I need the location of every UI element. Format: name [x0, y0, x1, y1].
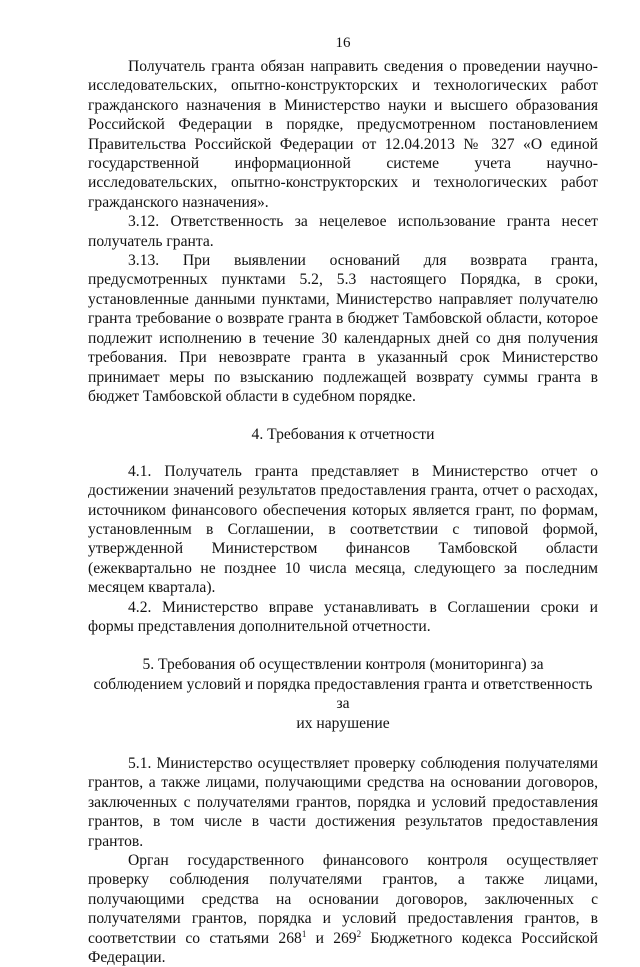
financial-control-mid: и 269: [306, 929, 357, 947]
paragraph-3-12: 3.12. Ответственность за нецелевое использование гранта несет получатель гранта.: [88, 213, 598, 250]
section-5-heading-line-2: соблюдением условий и порядка предоставления гранта и ответственность за: [93, 675, 593, 713]
financial-control-text: Орган государственного финансового контроля осуществляет проверку соблюдения получателями грантов, а также лицами, получающими средства на основании договоров, заключенных с получателями грантов, порядка и условий предоставления грантов, в соответствии со статьями 268: [88, 852, 598, 947]
document-body: [88, 57, 598, 967]
financial-control-end: Бюджетного кодекса Российской Федерации.: [88, 929, 598, 967]
superscript-1: 1: [301, 928, 307, 939]
section-5-heading-line-1: 5. Требования об осуществлении контроля (мониторинга) за: [142, 656, 544, 674]
section-5-heading: [88, 655, 598, 733]
paragraph-3-13: 3.13. При выявлении оснований для возврата гранта, предусмотренных пунктами 5.2, 5.3 настоящего Порядка, в сроки, установленные данными пунктами, Министерство направляет получателю гранта требование о возврате гранта в бюджет Тамбовской области, которое подлежит исполнению в течение 30 календарных дней со дня получения требования. При невозврате гранта в указанный срок Министерство принимает меры по взысканию подлежащей возврату суммы гранта в бюджет Тамбовской области в судебном порядке.: [88, 252, 598, 405]
page-number: 16: [335, 35, 351, 51]
paragraph-rnd-reporting: Получатель гранта обязан направить сведения о проведении научно-исследовательских, опытно-конструкторских и технологических работ гражданского назначения в Министерство науки и высшего образования Российской Федерации в порядке, предусмотренном постановлением Правительства Российской Федерации от 12.04.2013 № 327 «О единой государственной информационной системе учета научно-исследовательских, опытно-конструкторских и технологических работ гражданского назначения».: [88, 58, 598, 211]
paragraph-5-1: 5.1. Министерство осуществляет проверку соблюдения получателями грантов, а также лицами, получающими средства на основании договоров, заключенных с получателями грантов, порядка и условий предоставления грантов, в том числе в части достижения результатов предоставления грантов.: [88, 755, 598, 850]
section-5-heading-line-3: их нарушение: [296, 714, 390, 732]
paragraph-4-1: 4.1. Получатель гранта представляет в Министерство отчет о достижении значений результатов предоставления гранта, отчет о расходах, источником финансового обеспечения которых является грант, по формам, установленным в Соглашении, в соответствии с типовой формой, утвержденной Министерством финансов Тамбовской области (ежеквартально не позднее 10 числа месяца, следующего за последним месяцем квартала).: [88, 462, 598, 597]
paragraph-financial-control: [88, 851, 598, 967]
paragraph-4-2: 4.2. Министерство вправе устанавливать в Соглашении сроки и формы представления дополнительной отчетности.: [88, 598, 598, 635]
superscript-2: 2: [356, 928, 362, 939]
section-4-heading: 4. Требования к отчетности: [251, 426, 435, 444]
